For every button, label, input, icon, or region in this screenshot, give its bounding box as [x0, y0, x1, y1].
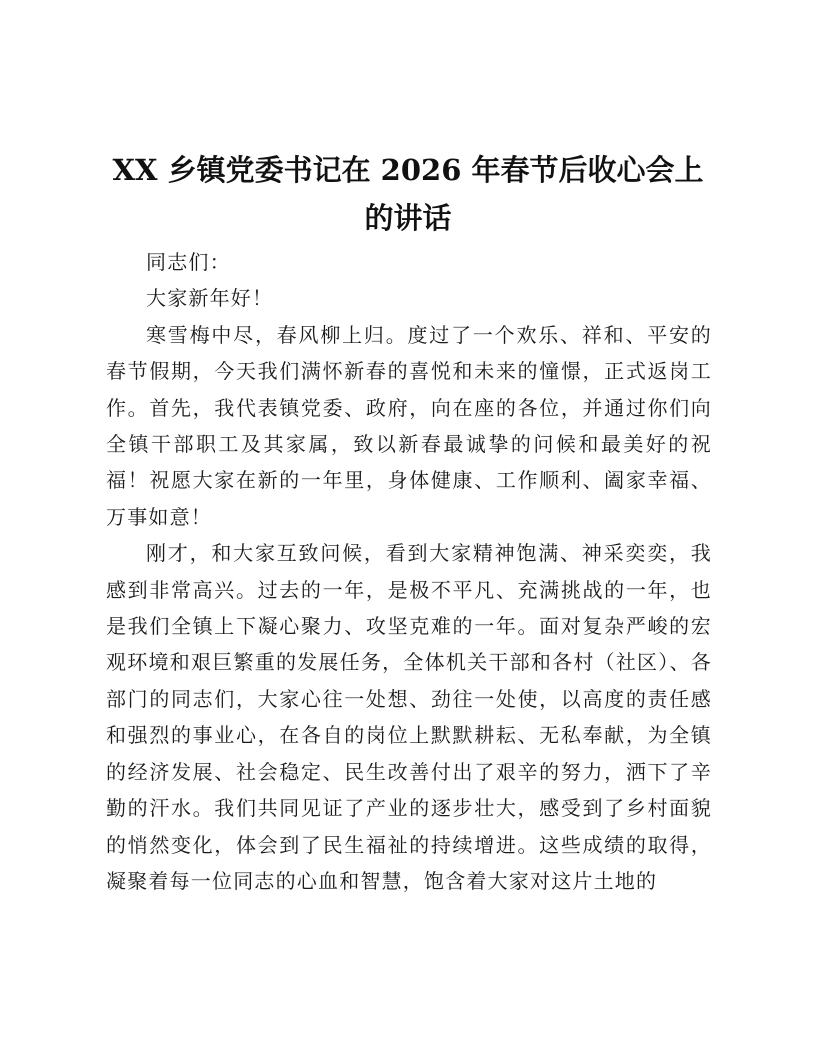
paragraph: 寒雪梅中尽，春风柳上归。度过了一个欢乐、祥和、平安的春节假期，今天我们满怀新春的喜悦和未来的憧憬，正式返岗工作。首先，我代表镇党委、政府，向在座的各位，并通过你们向全镇干部职工及其家属，致以新春最诚挚的问候和最美好的祝福！祝愿大家在新的一年里，身体健康、工作顺利、阖家幸福、万事如意！: [106, 322, 712, 529]
paragraph: 刚才，和大家互致问候，看到大家精神饱满、神采奕奕，我感到非常高兴。过去的一年，是极不平凡、充满挑战的一年，也是我们全镇上下凝心聚力、攻坚克难的一年。面对复杂严峻的宏观环境和艰巨繁重的发展任务，全体机关干部和各村（社区）、各部门的同志们，大家心往一处想、劲往一处使，以高度的责任感和强烈的事业心，在各自的岗位上默默耕耘、无私奉献，为全镇的经济发展、社会稳定、民生改善付出了艰辛的努力，洒下了辛勤的汗水。我们共同见证了产业的逐步壮大，感受到了乡村面貌的悄然变化，体会到了民生福祉的持续增进。这些成绩的取得，凝聚着每一位同志的心血和智慧，饱含着大家对这片土地的: [106, 541, 712, 893]
greeting: 大家新年好！: [146, 286, 274, 311]
salutation: 同志们：: [146, 250, 231, 274]
document-title: XX 乡镇党委书记在 2026 年春节后收心会上的讲话: [112, 153, 704, 235]
document-body: [106, 244, 712, 899]
